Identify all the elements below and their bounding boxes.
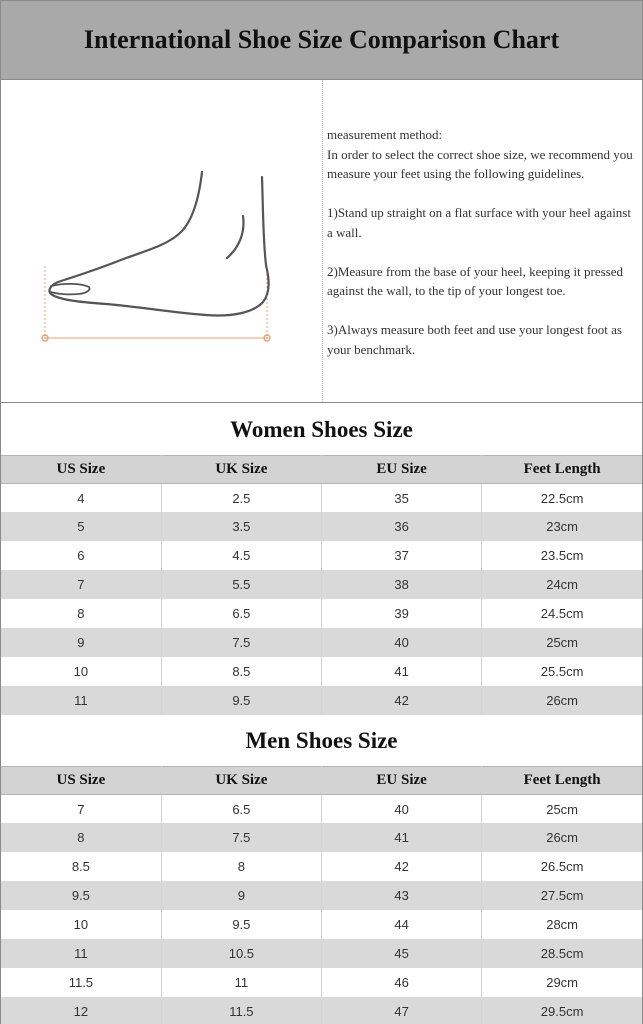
cell-us-size: 9.5 [1,881,161,910]
cell-eu-size: 44 [322,910,482,939]
cell-us-size: 7 [1,795,161,824]
cell-uk-size: 9 [161,881,321,910]
foot-outline-icon [1,80,323,402]
cell-feet-length: 22.5cm [482,484,642,513]
header-feet-length: Feet Length [482,456,642,484]
page-title: International Shoe Size Comparison Chart [83,25,560,54]
cell-us-size: 8 [1,599,161,628]
cell-us-size: 10 [1,657,161,686]
table-row [1,686,642,715]
cell-uk-size: 9.5 [161,686,321,715]
cell-eu-size: 42 [322,852,482,881]
table-row [1,628,642,657]
cell-us-size: 11 [1,686,161,715]
cell-us-size: 7 [1,570,161,599]
cell-uk-size: 7.5 [161,823,321,852]
measurement-instructions [327,125,639,379]
header-uk-size: UK Size [161,456,321,484]
cell-us-size: 8.5 [1,852,161,881]
measurement-step-3: 3)Always measure both feet and use your longest foot as your benchmark. [327,322,622,357]
cell-eu-size: 37 [322,541,482,570]
header-feet-length: Feet Length [482,767,642,795]
cell-uk-size: 9.5 [161,910,321,939]
cell-feet-length: 23.5cm [482,541,642,570]
cell-feet-length: 26cm [482,686,642,715]
cell-eu-size: 39 [322,599,482,628]
cell-us-size: 6 [1,541,161,570]
table-row [1,823,642,852]
cell-us-size: 4 [1,484,161,513]
cell-uk-size: 8.5 [161,657,321,686]
cell-eu-size: 40 [322,628,482,657]
cell-feet-length: 29cm [482,968,642,997]
cell-eu-size: 41 [322,823,482,852]
cell-eu-size: 43 [322,881,482,910]
table-row [1,939,642,968]
header-bar [1,1,642,80]
cell-uk-size: 5.5 [161,570,321,599]
cell-us-size: 11.5 [1,968,161,997]
table-row [1,657,642,686]
table-row [1,910,642,939]
women-size-table [1,455,642,715]
cell-us-size: 9 [1,628,161,657]
cell-feet-length: 23cm [482,512,642,541]
cell-feet-length: 25cm [482,795,642,824]
cell-uk-size: 10.5 [161,939,321,968]
measurement-intro: In order to select the correct shoe size, we recommend you measure your feet using the following guidelines. [327,146,633,181]
cell-feet-length: 24cm [482,570,642,599]
table-header-row [1,767,642,795]
header-eu-size: EU Size [322,456,482,484]
cell-eu-size: 36 [322,512,482,541]
cell-feet-length: 26cm [482,823,642,852]
cell-eu-size: 41 [322,657,482,686]
cell-eu-size: 46 [322,968,482,997]
cell-feet-length: 25.5cm [482,657,642,686]
header-us-size: US Size [1,456,161,484]
table-row [1,570,642,599]
cell-uk-size: 3.5 [161,512,321,541]
cell-eu-size: 45 [322,939,482,968]
cell-uk-size: 11.5 [161,997,321,1024]
table-row [1,968,642,997]
table-header-row [1,456,642,484]
cell-feet-length: 28cm [482,910,642,939]
header-uk-size: UK Size [161,767,321,795]
table-row [1,541,642,570]
measurement-heading: measurement method: [327,127,443,142]
cell-uk-size: 8 [161,852,321,881]
foot-illustration-pane [1,80,323,402]
table-row [1,512,642,541]
cell-us-size: 12 [1,997,161,1024]
cell-us-size: 11 [1,939,161,968]
cell-eu-size: 40 [322,795,482,824]
cell-us-size: 10 [1,910,161,939]
table-row [1,852,642,881]
cell-eu-size: 38 [322,570,482,599]
cell-feet-length: 26.5cm [482,852,642,881]
cell-feet-length: 28.5cm [482,939,642,968]
cell-uk-size: 11 [161,968,321,997]
cell-uk-size: 4.5 [161,541,321,570]
cell-uk-size: 2.5 [161,484,321,513]
cell-us-size: 5 [1,512,161,541]
women-section-title: Women Shoes Size [230,416,413,442]
cell-eu-size: 47 [322,997,482,1024]
table-row [1,881,642,910]
cell-eu-size: 42 [322,686,482,715]
table-row [1,795,642,824]
men-section-title: Men Shoes Size [245,727,398,753]
cell-feet-length: 29.5cm [482,997,642,1024]
header-eu-size: EU Size [322,767,482,795]
cell-feet-length: 25cm [482,628,642,657]
cell-uk-size: 6.5 [161,599,321,628]
men-size-table [1,766,642,1024]
cell-feet-length: 24.5cm [482,599,642,628]
header-us-size: US Size [1,767,161,795]
measurement-step-1: 1)Stand up straight on a flat surface with your heel against a wall. [327,205,631,240]
table-row [1,484,642,513]
cell-us-size: 8 [1,823,161,852]
table-row [1,599,642,628]
measurement-step-2: 2)Measure from the base of your heel, keeping it pressed against the wall, to the tip of your longest toe. [327,263,624,298]
cell-feet-length: 27.5cm [482,881,642,910]
measurement-section [1,80,642,403]
cell-uk-size: 7.5 [161,628,321,657]
cell-uk-size: 6.5 [161,795,321,824]
cell-eu-size: 35 [322,484,482,513]
table-row [1,997,642,1024]
